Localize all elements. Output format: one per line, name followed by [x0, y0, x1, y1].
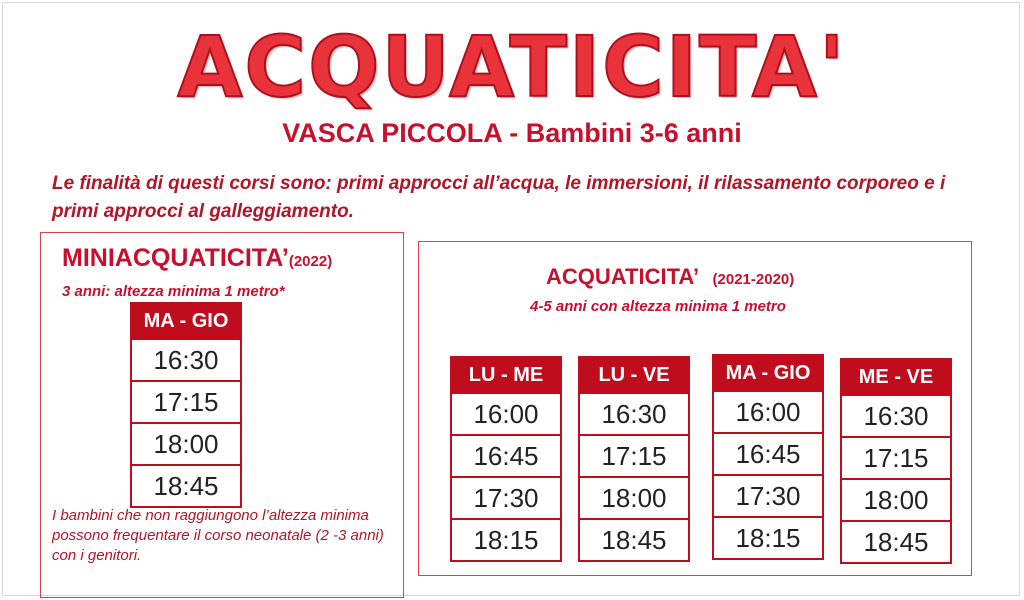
mini-footnote: I bambini che non raggiungono l’altezza minima possono frequentare il corso neonatale (2 -3 anni) con i genitori. [52, 507, 384, 564]
mini-year: (2022) [288, 253, 333, 270]
schedule-time: 17:15 [130, 382, 242, 424]
schedule-time: 16:45 [450, 436, 562, 478]
schedule-time: 18:15 [712, 518, 824, 560]
schedule-time: 17:30 [450, 478, 562, 520]
acqua-schedule [578, 356, 690, 562]
schedule-time: 18:45 [840, 522, 952, 564]
page-title: ACQUATICITA' [177, 18, 847, 116]
acqua-course-note: 4-5 anni con altezza minima 1 metro [530, 298, 786, 315]
mini-course-note: 3 anni: altezza minima 1 metro* [62, 283, 285, 300]
schedule-time: 17:30 [712, 476, 824, 518]
acqua-course-title [546, 264, 794, 290]
schedule-time: 17:15 [840, 438, 952, 480]
schedule-time: 17:15 [578, 436, 690, 478]
schedule-day-header: ME - VE [840, 358, 952, 396]
schedule-day-header: MA - GIO [130, 302, 242, 340]
schedule-time: 16:00 [450, 394, 562, 436]
acqua-schedule [450, 356, 562, 562]
schedule-time: 16:30 [578, 394, 690, 436]
mini-schedule [130, 302, 242, 508]
schedule-time: 16:30 [840, 396, 952, 438]
schedule-day-header: LU - ME [450, 356, 562, 394]
schedule-time: 16:45 [712, 434, 824, 476]
schedule-time: 16:30 [130, 340, 242, 382]
schedule-day-header: LU - VE [578, 356, 690, 394]
mini-title-text: MINIACQUATICITA’ [62, 244, 289, 272]
acqua-schedule [840, 358, 952, 564]
acqua-schedule [712, 354, 824, 560]
intro-text: Le finalità di questi corsi sono: primi approcci all’acqua, le immersioni, il rilassamento corporeo e i primi approcci al galleggiamento. [52, 173, 946, 222]
page-subtitle: VASCA PICCOLA - Bambini 3-6 anni [282, 118, 742, 148]
mini-course-title [62, 244, 332, 273]
schedule-time: 18:00 [578, 478, 690, 520]
acqua-year: (2021-2020) [712, 271, 795, 288]
schedule-time: 18:45 [130, 466, 242, 508]
schedule-time: 18:00 [130, 424, 242, 466]
acqua-title-text: ACQUATICITA’ [546, 264, 700, 289]
schedule-time: 18:00 [840, 480, 952, 522]
schedule-day-header: MA - GIO [712, 354, 824, 392]
schedule-time: 16:00 [712, 392, 824, 434]
schedule-time: 18:15 [450, 520, 562, 562]
schedule-time: 18:45 [578, 520, 690, 562]
